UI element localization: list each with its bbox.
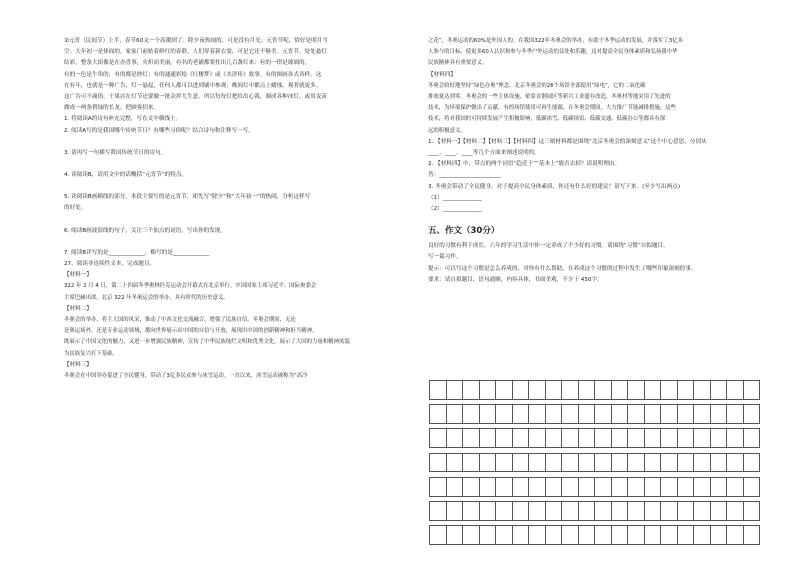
- grid-cell[interactable]: [430, 453, 447, 472]
- grid-cell[interactable]: [562, 381, 579, 400]
- question-7-b: ，略写的是: [144, 249, 173, 256]
- grid-cell[interactable]: [727, 405, 744, 424]
- grid-cell[interactable]: [529, 405, 546, 424]
- grid-cell[interactable]: [644, 526, 661, 545]
- grid-cell[interactable]: [727, 429, 744, 448]
- question-7-a: 7. 阅读B详写的是: [64, 249, 109, 256]
- material-4-line: 技术，为环境保护做出了贡献。有的场馆使用可再生能源，在冬奥会期间，大力推广节能减排措施，这些: [428, 105, 676, 112]
- grid-cell[interactable]: [628, 501, 645, 520]
- grid-cell[interactable]: [694, 381, 711, 400]
- grid-cell[interactable]: [578, 429, 595, 448]
- writing-grid[interactable]: [429, 380, 760, 545]
- item-number: （1）: [428, 194, 443, 201]
- grid-cell[interactable]: [611, 453, 628, 472]
- grid-cell[interactable]: [661, 453, 678, 472]
- material-2-line: 既展示了中国文化的魅力，又进一步增强民族精神，宣传了中华民族灿烂文明和优秀文化，展示了大国的力量和精神风貌: [64, 339, 350, 346]
- grid-cell[interactable]: [446, 429, 463, 448]
- answer-label: 答：: [428, 172, 440, 179]
- grid-cell[interactable]: [496, 429, 513, 448]
- question-4: 4. 读阅读B，请用文中的话概括“元宵节”的特点。: [64, 172, 188, 179]
- right-column: [428, 36, 760, 286]
- grid-cell[interactable]: [512, 381, 529, 400]
- grid-row: [430, 381, 760, 400]
- essay-prompt: 良好的习惯有利于成长。六年的学习生活中你一定养成了不少好的习惯。请围绕“习惯”自拟题目，: [428, 243, 669, 250]
- grid-cell[interactable]: [677, 501, 694, 520]
- grid-cell[interactable]: [710, 381, 727, 400]
- grid-cell[interactable]: [545, 453, 562, 472]
- grid-cell[interactable]: [644, 381, 661, 400]
- grid-cell[interactable]: [545, 429, 562, 448]
- grid-cell[interactable]: [611, 526, 628, 545]
- grid-cell[interactable]: [430, 501, 447, 520]
- grid-cell[interactable]: [479, 477, 496, 496]
- grid-cell[interactable]: [694, 526, 711, 545]
- grid-cell[interactable]: [578, 526, 595, 545]
- grid-cell[interactable]: [595, 381, 612, 400]
- question-5-cont: 的好处。: [64, 205, 87, 212]
- grid-cell[interactable]: [529, 501, 546, 520]
- grid-cell[interactable]: [529, 453, 546, 472]
- grid-cell[interactable]: [512, 501, 529, 520]
- grid-cell[interactable]: [479, 381, 496, 400]
- grid-cell[interactable]: [512, 477, 529, 496]
- material-4-line: 冬奥会较好地坚持“绿色办奥”理念，北京冬奥会的26个场馆全部使用“绿电”，它的二氧化碳: [428, 82, 646, 89]
- grid-cell[interactable]: [727, 501, 744, 520]
- grid-cell[interactable]: [578, 453, 595, 472]
- grid-cell[interactable]: [727, 477, 744, 496]
- question-6: 6. 阅读B画波浪线的句子，关注三个加点的词语，写出你的发现。: [64, 227, 226, 234]
- reading-b-line: 做成一两条碧绿的长龙，把顾客招来。: [64, 105, 160, 112]
- grid-cell[interactable]: [595, 429, 612, 448]
- grid-cell[interactable]: [446, 405, 463, 424]
- material-4-line: 远的积极意义。: [428, 127, 466, 134]
- grid-cell[interactable]: [694, 453, 711, 472]
- left-column: [64, 36, 398, 382]
- material-1-tag: 【材料一】: [64, 272, 92, 279]
- grid-cell[interactable]: [677, 477, 694, 496]
- question-r3-item[interactable]: （1）______________: [428, 194, 482, 201]
- grid-cell[interactable]: [446, 381, 463, 400]
- grid-cell[interactable]: [677, 526, 694, 545]
- material-3-cont: 人参与的目标。使更多60人认识和参与冬季户外运动的益处和乐趣，这对提高全民身体素质和弘扬我中华: [428, 49, 678, 56]
- grid-cell[interactable]: [710, 405, 727, 424]
- grid-cell[interactable]: [677, 453, 694, 472]
- grid-cell[interactable]: [578, 381, 595, 400]
- reading-b-line: ②元宵（民间节）上半，春节60又一个高潮到了。除夕夜热闹的，可是没有月光；元宵节呢，恰好是明月当: [64, 38, 328, 44]
- question-r1: 1. 【材料一】【材料二】【材料三】【材料四】这三则材料都是围绕“北京冬奥会的深刻意义”这个中心意思，分别从: [428, 138, 707, 145]
- grid-cell[interactable]: [710, 501, 727, 520]
- material-4-line: 技术，将对我国的可持续发展产生积极影响，低碳冰雪、低碳场馆、低碳交通、低碳办公等都具有深: [428, 116, 666, 123]
- grid-cell[interactable]: [562, 477, 579, 496]
- grid-cell[interactable]: [529, 381, 546, 400]
- grid-cell[interactable]: [611, 381, 628, 400]
- grid-cell[interactable]: [562, 501, 579, 520]
- grid-cell[interactable]: [677, 405, 694, 424]
- grid-cell[interactable]: [743, 501, 760, 520]
- grid-cell[interactable]: [479, 526, 496, 545]
- reading-b-line: 在有年，也就是一种广告，灯一悬起，任何人都可以进到铺中参观；晚间灯中都点上蜡烛，观者就更多。: [64, 82, 322, 89]
- grid-cell[interactable]: [694, 405, 711, 424]
- grid-cell[interactable]: [512, 526, 529, 545]
- grid-cell[interactable]: [545, 477, 562, 496]
- grid-cell[interactable]: [496, 381, 513, 400]
- grid-row: [430, 405, 760, 424]
- grid-cell[interactable]: [661, 405, 678, 424]
- grid-cell[interactable]: [628, 453, 645, 472]
- grid-cell[interactable]: [496, 526, 513, 545]
- grid-cell[interactable]: [644, 477, 661, 496]
- grid-cell[interactable]: [463, 477, 480, 496]
- grid-cell[interactable]: [545, 381, 562, 400]
- grid-cell[interactable]: [446, 477, 463, 496]
- grid-row: [430, 453, 760, 472]
- material-3-tag: 【材料三】: [64, 361, 92, 368]
- grid-cell[interactable]: [694, 429, 711, 448]
- grid-cell[interactable]: [479, 405, 496, 424]
- material-1-line: 主席巴赫出席。北京 322 年冬奥运会的举办，具有时代的历史意义。: [64, 294, 229, 301]
- grid-cell[interactable]: [644, 501, 661, 520]
- question-7: [64, 248, 398, 259]
- grid-cell[interactable]: [661, 477, 678, 496]
- grid-cell[interactable]: [479, 501, 496, 520]
- grid-cell[interactable]: [743, 381, 760, 400]
- section-title: 五、作文（30分）: [428, 226, 500, 237]
- grid-cell[interactable]: [628, 477, 645, 496]
- question-2: 2. 阅读A写的是我国哪个传统节日？有哪些习俗呢？结合诗句和注释写一写。: [64, 127, 254, 134]
- grid-cell[interactable]: [446, 453, 463, 472]
- material-2-line: 为民族复兴打下基础。: [64, 350, 118, 357]
- question-27: 27、阅读非连续性文本，完成题目。: [64, 261, 156, 268]
- item-number: （2）: [428, 206, 443, 213]
- reading-b-line: 结彩，整条大街像是在办喜事，火炽而美丽。有名的老铺都要挂出几百盏灯来：有的一律是玻璃的，: [64, 60, 311, 67]
- grid-cell[interactable]: [430, 429, 447, 448]
- grid-cell[interactable]: [463, 429, 480, 448]
- grid-cell[interactable]: [661, 429, 678, 448]
- grid-cell[interactable]: [743, 526, 760, 545]
- grid-cell[interactable]: [611, 405, 628, 424]
- grid-cell[interactable]: [479, 429, 496, 448]
- grid-cell[interactable]: [710, 526, 727, 545]
- grid-cell[interactable]: [529, 477, 546, 496]
- grid-cell[interactable]: [463, 405, 480, 424]
- grid-cell[interactable]: [562, 405, 579, 424]
- grid-cell[interactable]: [512, 429, 529, 448]
- grid-cell[interactable]: [578, 405, 595, 424]
- reading-b-line: 空。大年初一是体面的，家家门前贴着鲜红的春联，人们穿着新衣裳，可是它还不够美。元宵节，处处悬灯: [64, 49, 327, 56]
- question-r2-answer[interactable]: 答：______________________: [428, 172, 501, 179]
- grid-cell[interactable]: [743, 429, 760, 448]
- grid-cell[interactable]: [595, 501, 612, 520]
- grid-cell[interactable]: [611, 429, 628, 448]
- grid-cell[interactable]: [661, 381, 678, 400]
- question-r1-blanks[interactable]: ____、____、____等几个方面来阐述说明的。: [428, 150, 540, 157]
- grid-cell[interactable]: [496, 405, 513, 424]
- question-1: 1. 将阅读A的诗句补充完整，写在文中横线上。: [64, 116, 182, 123]
- answer-blank[interactable]: _____________: [108, 249, 145, 256]
- grid-cell[interactable]: [727, 526, 744, 545]
- grid-cell[interactable]: [710, 453, 727, 472]
- grid-cell[interactable]: [595, 453, 612, 472]
- grid-cell[interactable]: [512, 405, 529, 424]
- grid-cell[interactable]: [562, 526, 579, 545]
- grid-cell[interactable]: [611, 501, 628, 520]
- grid-cell[interactable]: [644, 405, 661, 424]
- grid-cell[interactable]: [710, 477, 727, 496]
- grid-cell[interactable]: [463, 501, 480, 520]
- grid-cell[interactable]: [743, 477, 760, 496]
- grid-cell[interactable]: [430, 526, 447, 545]
- question-r3-item[interactable]: （2）______________: [428, 206, 482, 213]
- grid-cell[interactable]: [727, 381, 744, 400]
- grid-cell[interactable]: [628, 526, 645, 545]
- material-3-cont: 民族精神具有重要意义。: [428, 60, 488, 67]
- grid-cell[interactable]: [446, 526, 463, 545]
- question-5: 5. 读阅读B画横线的部分，本段主要写的是元宵节，却先写“除夕”和“大年初一”的热闹，分析这样写: [64, 194, 311, 201]
- grid-cell[interactable]: [545, 501, 562, 520]
- material-4-line: 排放量达到零。冬奥会的一些主体设施，依靠首钢园区等新兴工业遗存改造，冬奥村等地采用了先进的: [428, 94, 671, 101]
- grid-cell[interactable]: [677, 429, 694, 448]
- grid-cell[interactable]: [644, 429, 661, 448]
- essay-requirement: 要求：请自拟题目，语句通顺，内容具体，书面美观，不少于 450字。: [428, 276, 603, 283]
- answer-blank[interactable]: _____________: [172, 249, 210, 256]
- grid-cell[interactable]: [595, 405, 612, 424]
- grid-cell[interactable]: [479, 453, 496, 472]
- grid-cell[interactable]: [430, 405, 447, 424]
- grid-cell[interactable]: [578, 477, 595, 496]
- grid-cell[interactable]: [644, 453, 661, 472]
- grid-cell[interactable]: [628, 429, 645, 448]
- grid-cell[interactable]: [430, 477, 447, 496]
- grid-cell[interactable]: [496, 477, 513, 496]
- grid-cell[interactable]: [562, 453, 579, 472]
- grid-cell[interactable]: [694, 477, 711, 496]
- material-3-cont: 之花”，冬奥运动的60%是外国人的。在我国322年冬奥会的举办，有助于冬季运动的发展，并落实了3亿多: [428, 38, 683, 44]
- grid-cell[interactable]: [529, 429, 546, 448]
- grid-cell[interactable]: [463, 381, 480, 400]
- question-3: 3. 请再写一句描写我国传统节日的诗句。: [64, 149, 167, 156]
- grid-cell[interactable]: [710, 429, 727, 448]
- material-2-line: 冬奥会的举办，将主大国的风采，推动了中西文化交流融合，增强了民族自信。冬奥会期间，无论: [64, 317, 296, 324]
- grid-cell[interactable]: [628, 381, 645, 400]
- grid-cell[interactable]: [545, 405, 562, 424]
- grid-cell[interactable]: [611, 477, 628, 496]
- material-2-line: 是奥运场外，还是专业运动领域，都向世界展示出中国的自信与开放，展现出中国的创新精神和担当精神。: [64, 328, 318, 335]
- grid-cell[interactable]: [496, 501, 513, 520]
- grid-row: [430, 477, 760, 496]
- grid-cell[interactable]: [463, 526, 480, 545]
- grid-cell[interactable]: [562, 429, 579, 448]
- grid-cell[interactable]: [463, 453, 480, 472]
- grid-cell[interactable]: [595, 477, 612, 496]
- grid-cell[interactable]: [694, 501, 711, 520]
- grid-row: [430, 501, 760, 520]
- grid-cell[interactable]: [529, 526, 546, 545]
- grid-cell[interactable]: [595, 526, 612, 545]
- material-4-tag: 【材料四】: [428, 71, 456, 78]
- question-r2: 2. 【材料四】中，带点的两个词语“趋近于”“基本上”能否去掉？请说明理由。: [428, 161, 621, 168]
- material-3-line: 冬奥会在中国举办促进了全民健身，带动了3亿多民众参与冰雪运动。一直以来，冰雪运动被称为“高冷: [64, 373, 308, 380]
- grid-row: [430, 429, 760, 448]
- grid-row: [430, 526, 760, 545]
- grid-cell[interactable]: [545, 526, 562, 545]
- grid-cell[interactable]: [677, 381, 694, 400]
- reading-b-line: 这广告可不庸俗，干果店在灯节还要做一批杂拌儿生意，所以每每灯把给出心裁，制成各种冰灯，或用麦苗: [64, 94, 327, 101]
- essay-prompt: 写一篇习作。: [428, 254, 462, 261]
- material-2-tag: 【材料二】: [64, 305, 92, 312]
- grid-cell[interactable]: [743, 405, 760, 424]
- grid-cell[interactable]: [661, 501, 678, 520]
- grid-cell[interactable]: [512, 453, 529, 472]
- grid-cell[interactable]: [496, 453, 513, 472]
- grid-cell[interactable]: [446, 501, 463, 520]
- reading-b-line: 有的一色是牛角的，有的都是纱灯；有的通通彩绘《红楼梦》或《水浒传》故事。有的图画各式各样。这: [64, 71, 322, 78]
- question-r3: 3. 冬奥会带动了全民健身，对于提高全民身体素质，你还有什么好的建议？请写下来。(至少写出两点): [428, 183, 681, 190]
- essay-hint: 提示：可以写这个习惯是怎么养成的，对你有什么帮助，在养成这个习惯的过程中发生了哪些印象深刻的事。: [428, 265, 697, 272]
- grid-cell[interactable]: [661, 526, 678, 545]
- grid-cell[interactable]: [578, 501, 595, 520]
- material-1-line: 322 年 2 月 4 日，第二十四届冬季奥林匹克运动会开幕式在北京举行。中国国家主席习近平、国际奥委会: [64, 283, 317, 290]
- grid-cell[interactable]: [430, 381, 447, 400]
- grid-cell[interactable]: [743, 453, 760, 472]
- grid-cell[interactable]: [628, 405, 645, 424]
- grid-cell[interactable]: [727, 453, 744, 472]
